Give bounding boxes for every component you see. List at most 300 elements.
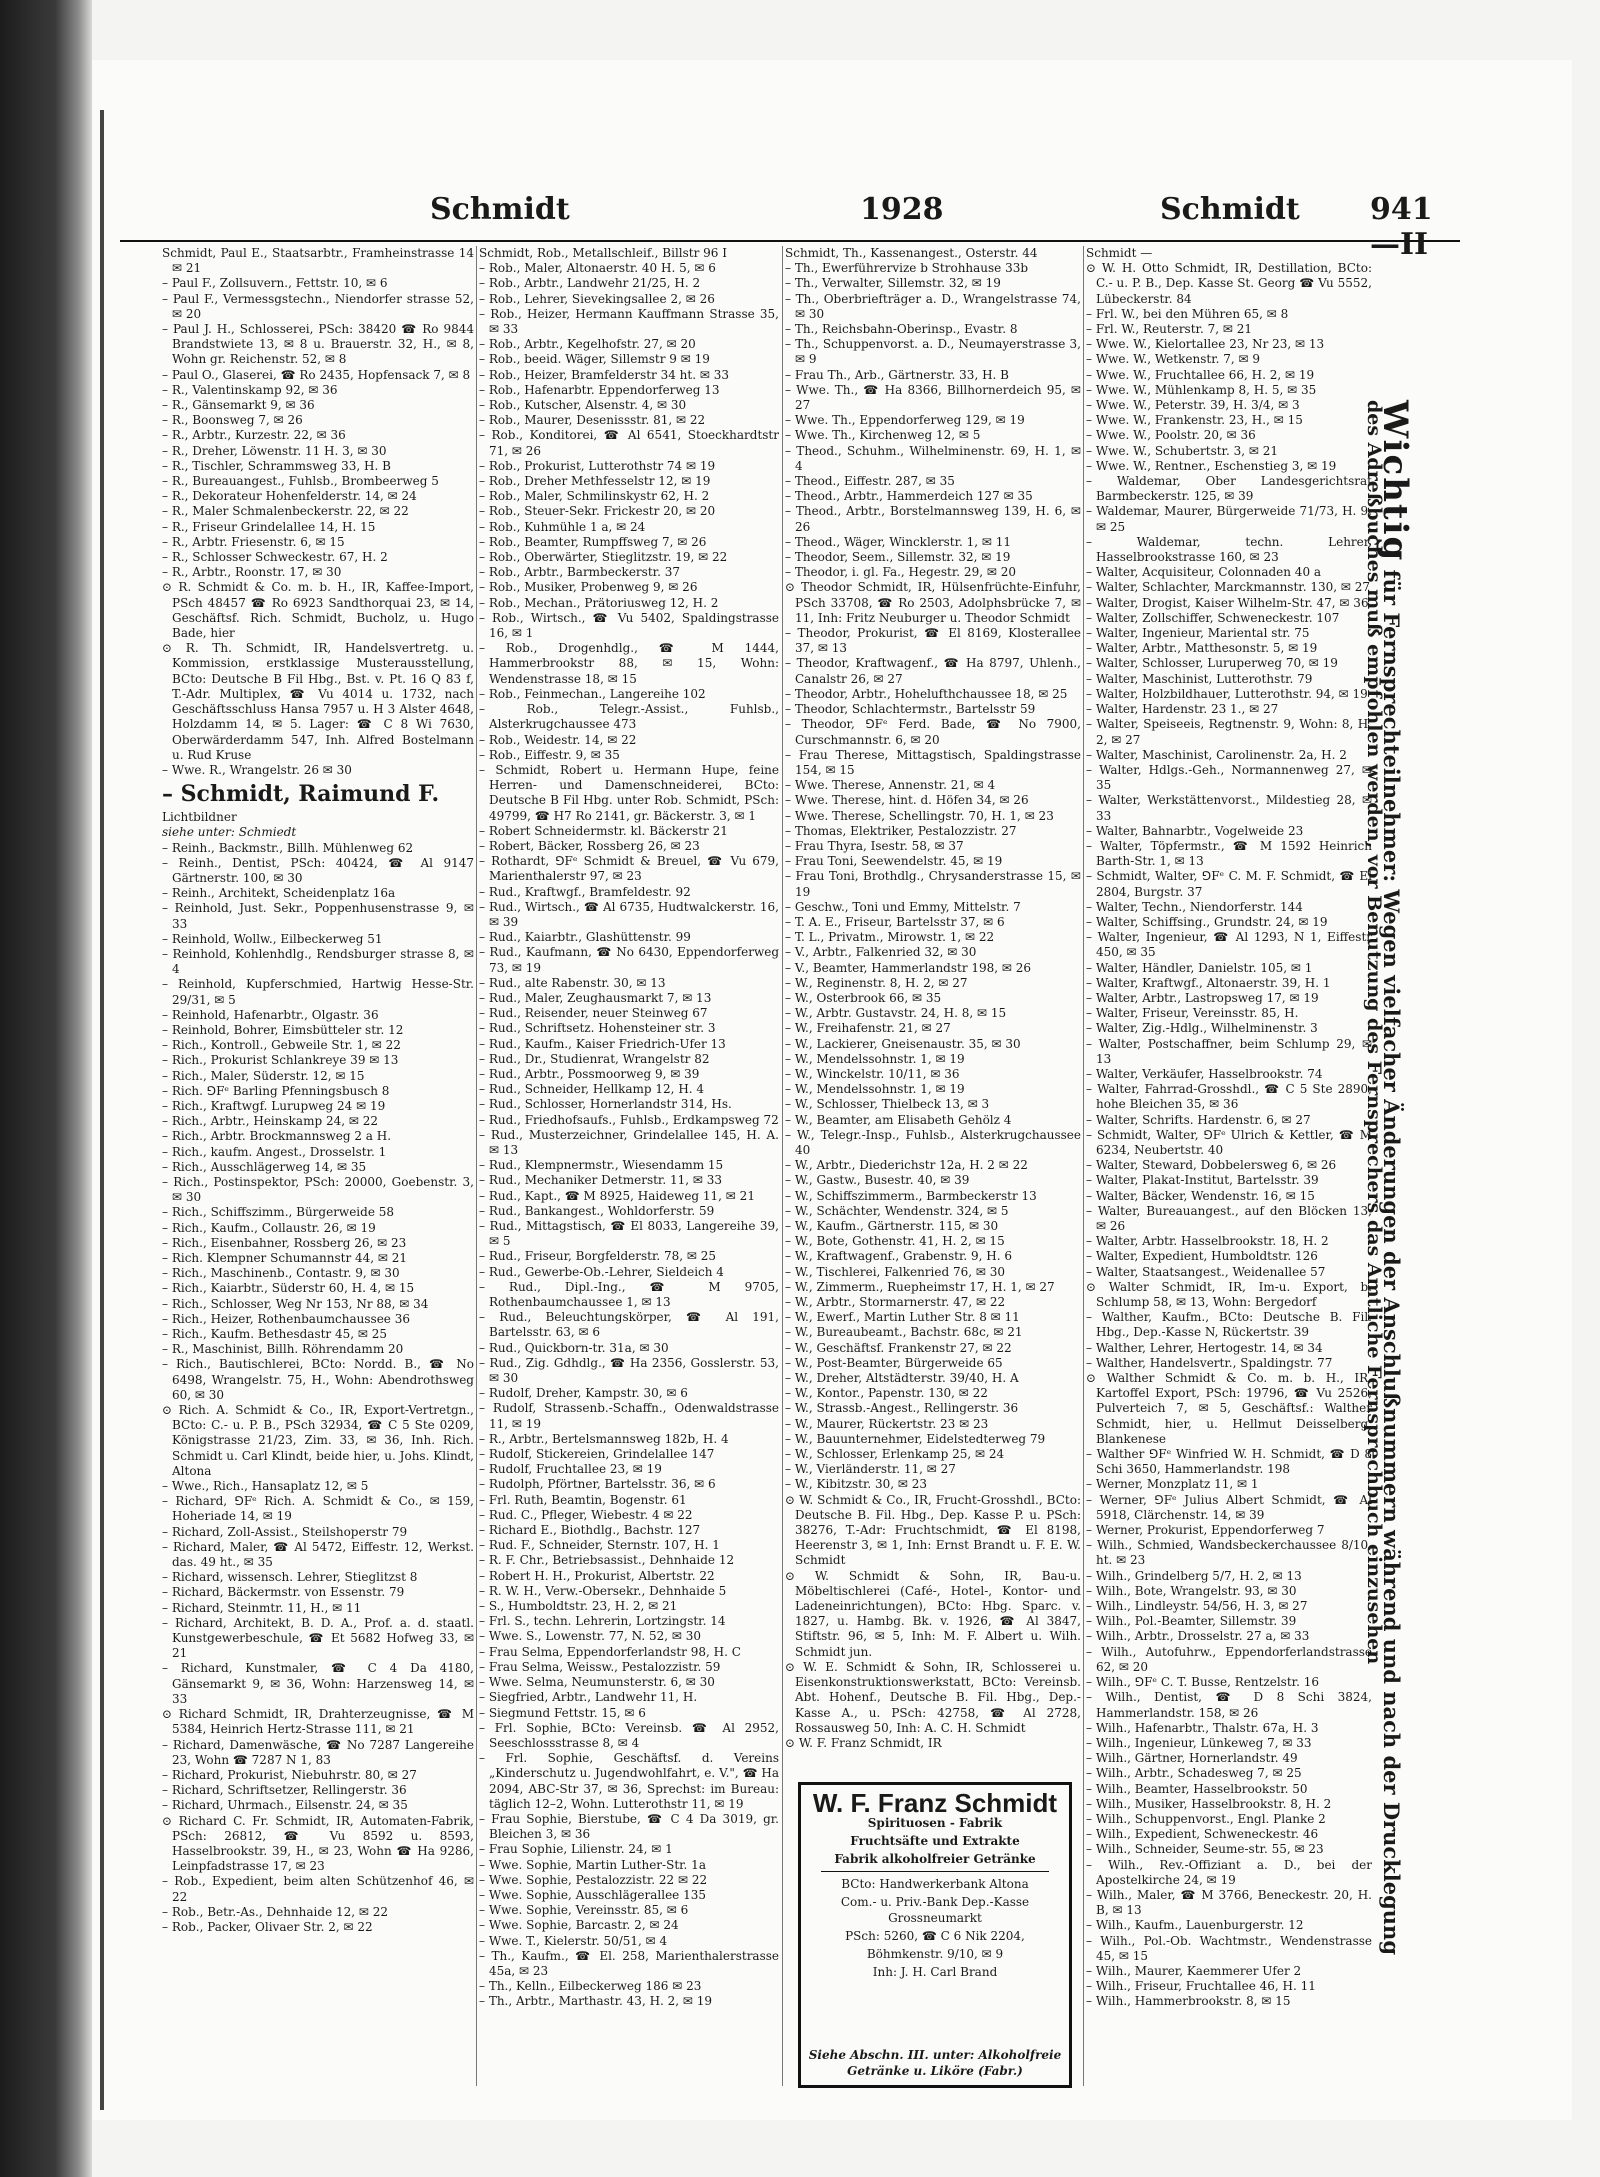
directory-entry: – Theodor, Prokurist, ☎ El 8169, Klosterallee 37, ✉ 13 [785,626,1081,656]
directory-entry: – Rud. F., Schneider, Sternstr. 107, H. 1 [479,1538,720,1553]
directory-entry: – T. A. E., Friseur, Bartelsstr 37, ✉ 6 [785,914,1005,929]
directory-entry: – Th., Verwalter, Sillemstr. 32, ✉ 19 [785,276,1001,291]
directory-entry: – Richard, Uhrmach., Eilsenstr. 24, ✉ 35 [162,1798,408,1813]
directory-column-4 [1086,246,1372,2086]
directory-entry: – Wwe. W., Peterstr. 39, H. 3/4, ✉ 3 [1086,398,1300,413]
directory-entry: ⊙ Richard C. Fr. Schmidt, IR, Automaten-Fabrik, PSch: 26812, ☎ Vu 8592 u. 8593, Hasselbrookstr. 39, H., ✉ 23, Wohn ☎ Ha 9286, Leinpfadstrasse 17, ✉ 23 [162,1813,474,1874]
directory-entry: – Richard, Architekt, B. D. A., Prof. a. d. staatl. Kunstgewerbeschule, ☎ Et 5682 Hofweg 33, ✉ 21 [162,1615,474,1661]
directory-entry: – Walter, Schrifts. Hardenstr. 6, ✉ 27 [1086,1112,1311,1127]
directory-entry: – Rob., Maler, Schmilinskystr 62, H. 2 [479,489,710,504]
column-divider [476,246,477,2086]
directory-entry: – Frau Therese, Mittagstisch, Spaldingstrasse 154, ✉ 15 [785,747,1081,777]
directory-entry: – W., Osterbrook 66, ✉ 35 [785,990,942,1005]
directory-entry: – Walter, Drogist, Kaiser Wilhelm-Str. 47, ✉ 36 [1086,595,1369,610]
directory-entry: – Walter, Ingenieur, ☎ Al 1293, N 1, Eiffestr 450, ✉ 35 [1086,930,1372,960]
directory-entry: – Frl. W., bei den Mühren 65, ✉ 8 [1086,306,1289,321]
directory-entry: – R., Boonsweg 7, ✉ 26 [162,413,303,428]
directory-entry: – Rich., kaufm. Angest., Drosselstr. 1 [162,1144,387,1159]
directory-entry: – Th., Kaufm., ☎ El. 258, Marienthalerstrasse 45a, ✉ 23 [479,1948,779,1978]
directory-entry: – Wwe. W., Schubertstr. 3, ✉ 21 [1086,443,1278,458]
directory-column-2 [479,246,779,2086]
directory-entry: – Walter, Staatsangest., Weidenallee 57 [1086,1264,1326,1279]
directory-entry: – Theod., Arbtr., Borstelmannsweg 139, H. 6, ✉ 26 [785,504,1081,534]
book-binding [0,0,92,2177]
directory-entry: – Frau Sophie, Bierstube, ☎ C 4 Da 3019, gr. Bleichen 3, ✉ 36 [479,1811,779,1842]
directory-entry: – S., Humboldtstr. 23, H. 2, ✉ 21 [479,1599,678,1614]
directory-entry: – Walter, Techn., Niendorferstr. 144 [1086,899,1303,914]
header-right-name: Schmidt [1160,192,1300,227]
directory-entry: – Rob., Hafenarbtr. Eppendorferweg 13 [479,382,720,397]
directory-entry: – Walter, Expedient, Humboldtstr. 126 [1086,1249,1318,1264]
directory-entry: – Wilh., Lindleystr. 54/56, H. 3, ✉ 27 [1086,1599,1308,1614]
directory-entry: – Rich., Kaufm. Bethesdastr 45, ✉ 25 [162,1327,388,1342]
directory-entry: ⊙ W. H. Otto Schmidt, IR, Destillation, BCto: C.- u. P. B., Dep. Kasse St. Georg ☎ Vu 5552, Lübeckerstr. 84 [1086,261,1372,306]
ad-line: Fruchtsäfte und Extrakte [850,1834,1020,1848]
directory-entry: – Reinhold, Just. Sekr., Poppenhusenstrasse 9, ✉ 33 [162,901,474,931]
directory-entry: – W., Strassb.-Angest., Rellingerstr. 36 [785,1401,1019,1416]
directory-entry: – Rob., Kuhmühle 1 a, ✉ 24 [479,519,646,534]
directory-entry: – R., Arbtr., Bertelsmannsweg 182b, H. 4 [479,1431,729,1446]
directory-entry: – Paul F., Vermessgstechn., Niendorfer strasse 52, ✉ 20 [162,291,474,321]
directory-entry: – Theod., Wäger, Wincklerstr. 1, ✉ 11 [785,534,1012,549]
directory-entry: – Wilh., ⅁Fᵉ C. T. Busse, Rentzelstr. 16 [1086,1675,1319,1690]
side-notice-text [1363,400,1415,1956]
advertisement-box [798,1782,1072,2088]
directory-entry: – W., Zimmerm., Ruepheimstr 17, H. 1, ✉ 27 [785,1279,1055,1294]
header-left-name: Schmidt [430,192,570,227]
directory-entry: – Rud., Maler, Zeughausmarkt 7, ✉ 13 [479,990,712,1005]
directory-entry: – Theod., Arbtr., Hammerdeich 127 ✉ 35 [785,489,1033,504]
directory-entry: – Rob., Oberwärter, Stieglitzstr. 19, ✉ 22 [479,550,728,565]
directory-entry: – Walther, Handelsvertr., Spaldingstr. 77 [1086,1355,1333,1370]
directory-entry: – Rich., Prokurist Schlankreye 39 ✉ 13 [162,1053,399,1068]
directory-entry: – Rud., Arbtr., Possmoorweg 9, ✉ 39 [479,1066,700,1081]
directory-entry: – Rob., Dreher Methfesselstr 12, ✉ 19 [479,474,711,489]
column-divider [1083,246,1084,2086]
directory-entry: – Th., Ewerführervize b Strohhause 33b [785,261,1029,276]
directory-entry: – W., Schlosser, Erlenkamp 25, ✉ 24 [785,1447,1005,1462]
directory-entry: – Rud., Mittagstisch, ☎ El 8033, Langereihe 39, ✉ 5 [479,1219,779,1249]
directory-entry: – Wilh., Maler, ☎ M 3766, Beneckestr. 20, H. B, ✉ 13 [1086,1887,1372,1918]
column-divider [782,246,783,2086]
directory-entry: – W., Reginenstr. 8, H. 2, ✉ 27 [785,975,968,990]
directory-entry: – Theodor, Kraftwagenf., ☎ Ha 8797, Uhlenh., Canalstr 26, ✉ 27 [785,656,1081,686]
directory-entry: – Wilh., Kaufm., Lauenburgerstr. 12 [1086,1918,1304,1933]
directory-entry: – Rud., Gewerbe-Ob.-Lehrer, Sieldeich 4 [479,1264,724,1279]
directory-entry: – Walter, Maschinist, Lutterothstr. 79 [1086,671,1313,686]
directory-entry: – W., Geschäftsf. Frankenstr 27, ✉ 22 [785,1340,1012,1355]
directory-entry: – Rud., Kaiarbtr., Glashüttenstr. 99 [479,930,691,945]
directory-entry: ⊙ Walter Schmidt, IR, Im-u. Export, b. Schlump 58, ✉ 13, Wohn: Bergedorf [1086,1279,1372,1310]
directory-entry: – Rud., Schlosser, Hornerlandstr 314, Hs. [479,1097,732,1112]
directory-entry: ⊙ W. F. Franz Schmidt, IR [785,1735,942,1750]
directory-entry: – Thomas, Elektriker, Pestalozzistr. 27 [785,823,1017,838]
directory-entry: – Wilh., Gärtner, Hornerlandstr. 49 [1086,1751,1298,1766]
directory-entry: – Schmidt, Walter, ⅁Fᵉ Ulrich & Kettler, ☎ M 6234, Neubertstr. 40 [1086,1127,1372,1157]
directory-entry: – Walther, Kaufm., BCto: Deutsche B. Fil. Hbg., Dep.-Kasse N, Rückertstr. 39 [1086,1310,1372,1340]
directory-entry: – Walter, Arbtr. Hasselbrookstr. 18, H. 2 [1086,1234,1329,1249]
directory-entry: – Reinh., Architekt, Scheidenplatz 16a [162,886,396,901]
directory-entry: – Wwe. Sophie, Martin Luther-Str. 1a [479,1857,706,1872]
directory-entry: – W., Kontor., Papenstr. 130, ✉ 22 [785,1386,988,1401]
directory-entry: – Walther ⅁Fᵉ Winfried W. H. Schmidt, ☎ D 8 Schi 3650, Hammerlandstr. 198 [1086,1447,1372,1477]
directory-entry: – W., Ewerf., Martin Luther Str. 8 ✉ 11 [785,1310,1020,1325]
directory-entry: – Paul O., Glaserei, ☎ Ro 2435, Hopfensack 7, ✉ 8 [162,367,471,382]
directory-entry: – Wilh., Friseur, Fruchtallee 46, H. 11 [1086,1979,1316,1994]
directory-entry: – Th., Kelln., Eilbeckerweg 186 ✉ 23 [479,1979,702,1994]
directory-entry: – R., Gänsemarkt 9, ✉ 36 [162,398,315,413]
directory-entry: – Rud., Friedhofsaufs., Fuhlsb., Erdkampsweg 72 [479,1112,779,1127]
directory-entry: – Rich., Maschinenb., Contastr. 9, ✉ 30 [162,1266,400,1281]
directory-entry: – Robert Schneidermstr. kl. Bäckerstr 21 [479,823,728,838]
directory-entry: – Wwe. W., Wetkenstr. 7, ✉ 9 [1086,352,1261,367]
directory-entry: – W., Bote, Gothenstr. 41, H. 2, ✉ 15 [785,1234,1005,1249]
directory-entry: – R., Maschinist, Billh. Röhrendamm 20 [162,1342,404,1357]
directory-entry: – Frl. Ruth, Beamtin, Bogenstr. 61 [479,1492,687,1507]
directory-entry: – Walter, Steward, Dobbelersweg 6, ✉ 26 [1086,1158,1337,1173]
header-page-number: 941—II [1370,192,1433,262]
directory-entry: – Frl. Sophie, BCto: Vereinsb. ☎ Al 2952, Seeschlossstrasse 8, ✉ 4 [479,1720,779,1750]
directory-entry: – Frau Toni, Seewendelstr. 45, ✉ 19 [785,854,1003,869]
directory-entry: – Wilh., Schmied, Wandsbeckerchaussee 8/10, ht. ✉ 23 [1086,1538,1372,1568]
directory-entry: – Wilh., Schuppenvorst., Engl. Planke 2 [1086,1811,1326,1826]
ad-line: BCto: Handwerkerbank Altona [841,1877,1029,1891]
directory-entry: – Rich., Bautischlerei, BCto: Nordd. B., ☎ No 6498, Wrangelstr. 75, H., Wohn: Abendrothsweg 60, ✉ 30 [162,1357,474,1402]
directory-entry: – Wilh., Autofuhrw., Eppendorferlandstrasse 62, ✉ 20 [1086,1644,1372,1674]
directory-entry: – Richard E., Biothdlg., Bachstr. 127 [479,1523,701,1538]
directory-entry: – Rob., Drogenhdlg., ☎ M 1444, Hammerbrookstr 88, ✉ 15, Wohn: Wendenstrasse 18, ✉ 15 [479,641,779,686]
header-year: 1928 [860,192,944,227]
directory-entry: – Walter, Schlachter, Marckmannstr. 130, ✉ 27 [1086,580,1371,595]
ad-title: W. F. Franz Schmidt [812,1788,1058,1818]
directory-entry: – Reinhold, Hafenarbtr., Olgastr. 36 [162,1007,379,1022]
directory-entry: – Schmidt, Robert u. Hermann Hupe, feine Herren- und Damenschneiderei, BCto: Deutsche B Fil Hbg. unter Rob. Schmidt, PSch: 49799, ☎ H7 Ro 2141, gr. Bäckerstr. 3, ✉ 1 [479,762,779,823]
directory-entry: – R., Friseur Grindelallee 14, H. 15 [162,519,376,534]
directory-entry: – Schmidt, Walter, ⅁Fᵉ C. M. F. Schmidt, ☎ El 2804, Burgstr. 37 [1086,869,1372,899]
directory-entry: – Wilh., Dentist, ☎ D 8 Schi 3824, Hammerlandstr. 158, ✉ 26 [1086,1690,1372,1720]
directory-entry: – Walter, Hdlgs.-Geh., Normannenweg 27, ✉ 35 [1086,762,1372,793]
side-notice-line-2: des Adreßbuches muß empfohlen werden, vor Benutzung des Fernsprechers das Amtliche Fernsprechbuch einzusehen [1363,400,1385,1665]
side-notice-word: Wichtig [1375,400,1415,563]
directory-entry: – W., Gastw., Busestr. 40, ✉ 39 [785,1173,970,1188]
directory-entry: – Richard, Bäckermstr. von Essenstr. 79 [162,1585,405,1600]
directory-entry: – Wwe. R., Wrangelstr. 26 ✉ 30 [162,762,352,777]
directory-entry: – Walter, Holzbildhauer, Lutterothstr. 94, ✉ 19 [1086,686,1368,701]
directory-entry: – Rich., Ausschlägerweg 14, ✉ 35 [162,1159,367,1174]
directory-entry: – W., Telegr.-Insp., Fuhlsb., Alsterkrugchaussee 40 [785,1127,1081,1157]
directory-entry: – Rud., Zig. Gdhdlg., ☎ Ha 2356, Gosslerstr. 53, ✉ 30 [479,1355,779,1386]
directory-entry: – Rob., Feinmechan., Langereihe 102 [479,686,706,701]
directory-entry: – Theodor, ⅁Fᵉ Ferd. Bade, ☎ No 7900, Curschmannstr. 6, ✉ 20 [785,717,1081,747]
directory-entry: – Walter, Postschaffner, beim Schlump 29, ✉ 13 [1086,1036,1372,1066]
directory-entry: – Wilh., Arbtr., Drosselstr. 27 a, ✉ 33 [1086,1629,1310,1644]
directory-entry: – W., Tischlerei, Falkenried 76, ✉ 30 [785,1264,1006,1279]
directory-entry: – Rob., Weidestr. 14, ✉ 22 [479,732,637,747]
directory-entry: – Walter, Plakat-Institut, Bartelsstr. 39 [1086,1173,1319,1188]
directory-entry: – Robert H. H., Prokurist, Albertstr. 22 [479,1568,715,1583]
directory-entry: – Frau Thyra, Isestr. 58, ✉ 37 [785,838,964,853]
directory-entry: – Walter, Bureauangest., auf den Blöcken 13, ✉ 26 [1086,1203,1372,1233]
directory-entry: – Rob., Arbtr., Landwehr 21/25, H. 2 [479,276,701,291]
directory-entry: – Rich., Eisenbahner, Rossberg 26, ✉ 23 [162,1235,407,1250]
directory-entry: – Siegmund Fettstr. 15, ✉ 6 [479,1705,646,1720]
directory-entry: – Rud., Schriftsetz. Hohensteiner str. 3 [479,1021,716,1036]
directory-entry: – Rudolf, Strassenb.-Schaffn., Odenwaldstrasse 11, ✉ 19 [479,1401,779,1431]
directory-entry: – Rob., Maler, Altonaerstr. 40 H. 5, ✉ 6 [479,261,716,276]
directory-entry: ⊙ Rich. A. Schmidt & Co., IR, Export-Vertretgn., BCto: C.- u. P. B., PSch 32934, ☎ C 5 Ste 0209, Königstrasse 21/23, Zim. 33, ✉ 36, Inh. Rich. Schmidt u. Carl Klindt, beide hier, u. Johs. Klindt, Altona [162,1403,474,1478]
directory-entry: – Wilh., Ingenieur, Lünkeweg 7, ✉ 33 [1086,1735,1312,1750]
directory-entry: – Rich., Postinspektor, PSch: 20000, Goebenstr. 3, ✉ 30 [162,1174,474,1205]
directory-entry: – V., Arbtr., Falkenried 32, ✉ 30 [785,945,977,960]
directory-entry: – Waldemar, techn. Lehrer, Hasselbrookstrasse 160, ✉ 23 [1086,534,1372,565]
directory-entry: – Walter, Werkstättenvorst., Mildestieg 28, ✉ 33 [1086,793,1372,823]
directory-entry: – Th., Schuppenvorst. a. D., Neumayerstrasse 3, ✉ 9 [785,337,1081,367]
directory-entry: – Wwe. Therese, Annenstr. 21, ✉ 4 [785,778,996,793]
directory-entry: – Rich., Schlosser, Weg Nr 153, Nr 88, ✉ 34 [162,1296,429,1311]
directory-entry: – Rich., Heizer, Rothenbaumchaussee 36 [162,1311,410,1326]
directory-entry: – Rudolf, Fruchtallee 23, ✉ 19 [479,1462,662,1477]
directory-entry: – Walter, Fahrrad-Grosshdl., ☎ C 5 Ste 2890, hohe Bleichen 35, ✉ 36 [1086,1082,1372,1112]
directory-entry: – Frau Toni, Brothdlg., Chrysanderstrasse 15, ✉ 19 [785,869,1081,899]
directory-entry: – Rich., Arbtr. Brockmannsweg 2 a H. [162,1129,392,1144]
directory-entry: – Rothardt, ⅁Fᵉ Schmidt & Breuel, ☎ Vu 679, Marienthalerstr 97, ✉ 23 [479,854,779,884]
directory-entry: – W., Beamter, am Elisabeth Gehölz 4 [785,1112,1012,1127]
directory-entry: – Wilh., Musiker, Hasselbrookstr. 8, H. 2 [1086,1796,1332,1811]
directory-entry: – Rich., Maler, Süderstr. 12, ✉ 15 [162,1068,365,1083]
directory-entry: – Walter, Schiffsing., Grundstr. 24, ✉ 19 [1086,914,1328,929]
directory-entry: – Wwe. Sophie, Barcastr. 2, ✉ 24 [479,1918,679,1933]
directory-entry: – Wwe. Therese, hint. d. Höfen 34, ✉ 26 [785,793,1029,808]
directory-entry: – Rud., Kraftwgf., Bramfeldestr. 92 [479,884,691,899]
directory-entry: – Walter, Zig.-Hdlg., Wilhelminenstr. 3 [1086,1021,1318,1036]
directory-entry: – Walter, Bäcker, Wendenstr. 16, ✉ 15 [1086,1188,1315,1203]
directory-entry: – Rob., Prokurist, Lutterothstr 74 ✉ 19 [479,458,716,473]
directory-entry: – W., Kraftwagenf., Grabenstr. 9, H. 6 [785,1249,1013,1264]
directory-entry: – Walter, Arbtr., Matthesonstr. 5, ✉ 19 [1086,641,1318,656]
directory-entry: – Rob., Eiffestr. 9, ✉ 35 [479,747,620,762]
directory-entry: – Paul F., Zollsuvern., Fettstr. 10, ✉ 6 [162,276,388,291]
directory-entry: – Rich., Kraftwgf. Lurupweg 24 ✉ 19 [162,1098,386,1113]
directory-entry: – Walter, Friseur, Vereinsstr. 85, H. [1086,1006,1299,1021]
directory-entry: – Wilh., Rev.-Offiziant a. D., bei der Apostelkirche 24, ✉ 19 [1086,1857,1372,1887]
directory-entry: – Rud., Bankangest., Wohldorferstr. 59 [479,1203,715,1218]
directory-entry: – Theodor, Schlachtermstr., Bartelsstr 59 [785,702,1036,717]
directory-entry: – Wilh., Grindelberg 5/7, H. 2, ✉ 13 [1086,1568,1302,1583]
directory-entry: Lichtbildner [162,810,237,825]
directory-entry: – W., Dreher, Altstädterstr. 39/40, H. A [785,1371,1019,1386]
directory-entry: – W., Maurer, Rückertstr. 23 ✉ 23 [785,1416,989,1431]
directory-entry: – W., Kaufm., Gärtnerstr. 115, ✉ 30 [785,1219,999,1233]
side-notice-line-1: für Fernsprechteilnehmer: Wegen vielfacher Änderungen der Anschlußnummern während und nach der Drucklegung [1379,569,1404,1956]
directory-entry: – Wwe. Sophie, Pestalozzistr. 22 ✉ 22 [479,1872,708,1887]
directory-entry: – Frau Selma, Weissw., Pestalozzistr. 59 [479,1659,721,1674]
directory-entry: – Richard, wissensch. Lehrer, Stieglitzst 8 [162,1570,418,1585]
directory-entry: – Geschw., Toni und Emmy, Mittelstr. 7 [785,899,1021,914]
directory-entry: – Rud., Klempnermstr., Wiesendamm 15 [479,1158,724,1173]
directory-entry: – Rob., Arbtr., Barmbeckerstr. 37 [479,565,680,580]
directory-entry: – R., Dekorateur Hohenfelderstr. 14, ✉ 24 [162,489,417,504]
directory-entry: – Reinh., Dentist, PSch: 40424, ☎ Al 9147 Gärtnerstr. 100, ✉ 30 [162,855,474,885]
directory-entry: – Th., Reichsbahn-Oberinsp., Evastr. 8 [785,322,1018,337]
directory-entry: – Wwe. T., Kielerstr. 50/51, ✉ 4 [479,1933,668,1948]
directory-entry: – Rud., Mechaniker Detmerstr. 11, ✉ 33 [479,1173,723,1188]
directory-entry: – Rich. ⅁Fᵉ Barling Pfenningsbusch 8 [162,1083,390,1098]
directory-entry: – Wwe. Th., Kirchenweg 12, ✉ 5 [785,428,981,443]
directory-entry: – T. L., Privatm., Mirowstr. 1, ✉ 22 [785,930,995,945]
directory-entry: – W., Mendelssohnstr. 1, ✉ 19 [785,1051,965,1066]
directory-entry: – Walter, Speiseeis, Regtnenstr. 9, Wohn: 8, H. 2, ✉ 27 [1086,717,1372,747]
directory-entry: – Rud., Beleuchtungskörper, ☎ Al 191, Bartelsstr. 63, ✉ 6 [479,1310,779,1340]
directory-entry: – Rud., Schneider, Hellkamp 12, H. 4 [479,1082,705,1097]
directory-entry: – Werner, Monzplatz 11, ✉ 1 [1086,1477,1259,1492]
directory-entry: – Rob., Telegr.-Assist., Fuhlsb., Alsterkrugchaussee 473 [479,702,779,732]
directory-entry: – Wilh., Bote, Wrangelstr. 93, ✉ 30 [1086,1583,1297,1598]
directory-entry: – Rudolf, Stickereien, Grindelallee 147 [479,1447,715,1462]
directory-entry: – Wilh., Hammerbrookstr. 8, ✉ 15 [1086,1994,1291,2009]
ad-line: PSch: 5260, ☎ C 6 Nik 2204, [845,1929,1025,1943]
directory-entry: – Walter, Kraftwgf., Altonaerstr. 39, H. 1 [1086,975,1331,990]
directory-entry: – Richard, Steinmtr. 11, H., ✉ 11 [162,1600,362,1615]
directory-entry: – W., Arbtr., Stormarnerstr. 47, ✉ 22 [785,1295,1006,1310]
directory-entry: – Richard, Kunstmaler, ☎ C 4 Da 4180, Gänsemarkt 9, ✉ 36, Wohn: Harzensweg 14, ✉ 33 [162,1661,474,1706]
directory-entry: – Rudolf, Dreher, Kampstr. 30, ✉ 6 [479,1386,688,1401]
directory-entry: – Rob., Wirtsch., ☎ Vu 5402, Spaldingstrasse 16, ✉ 1 [479,610,779,641]
directory-entry: – Walter, Verkäufer, Hasselbrookstr. 74 [1086,1066,1323,1081]
directory-entry: – Wwe. Sophie, Vereinsstr. 85, ✉ 6 [479,1903,689,1918]
page-edge [100,110,104,2110]
directory-entry: – Reinhold, Kohlenhdlg., Rendsburger strasse 8, ✉ 4 [162,946,474,977]
directory-entry: – Frl. S., techn. Lehrerin, Lortzingstr. 14 [479,1614,726,1629]
directory-entry: – Werner, Prokurist, Eppendorferweg 7 [1086,1523,1325,1538]
directory-entry: – Theod., Schuhm., Wilhelminenstr. 69, H. 1, ✉ 4 [785,443,1081,473]
directory-entry: – Richard, Zoll-Assist., Steilshoperstr 79 [162,1524,408,1539]
directory-entry: – W., Vierländerstr. 11, ✉ 27 [785,1462,956,1477]
directory-entry: – Walter, Hardenstr. 23 1., ✉ 27 [1086,702,1279,717]
directory-entry: – Rob., Mechan., Prätoriusweg 12, H. 2 [479,595,719,610]
directory-entry: – Rob., Arbtr., Kegelhofstr. 27, ✉ 20 [479,337,696,352]
directory-entry: – W., Mendelssohnstr. 1, ✉ 19 [785,1082,965,1097]
directory-entry: – Wwe. Therese, Schellingstr. 70, H. 1, ✉ 23 [785,808,1054,823]
directory-entry: – Rob., Konditorei, ☎ Al 6541, Stoeckhardtstr 71, ✉ 26 [479,428,779,458]
directory-entry: ⊙ W. E. Schmidt & Sohn, IR, Schlosserei u. Eisenkonstruktionswerkstatt, BCto: Vereinsb. Abt. Hohenf., Deutsche B. Fil. Hbg., Dep.-Kasse A., u. PSch: 42758, ☎ Al 2728, Rossausweg 50, Inh: A. C. H. Schmidt [785,1659,1081,1735]
directory-entry: – Frau Sophie, Lilienstr. 24, ✉ 1 [479,1842,673,1857]
directory-entry: – Wwe. W., Mühlenkamp 8, H. 5, ✉ 35 [1086,382,1317,397]
directory-entry: Schmidt, Paul E., Staatsarbtr., Framheinstrasse 14 ✉ 21 [162,246,474,276]
directory-entry: – Reinhold, Wollw., Eilbeckerweg 51 [162,931,383,946]
directory-entry: – R., Tischler, Schrammsweg 33, H. B [162,458,391,473]
directory-entry: ⊙ Richard Schmidt, IR, Drahterzeugnisse, ☎ M 5384, Heinrich Hertz-Strasse 111, ✉ 21 [162,1707,474,1737]
directory-entry: – Rob., Packer, Olivaer Str. 2, ✉ 22 [162,1919,373,1934]
directory-entry: – V., Beamter, Hammerlandstr 198, ✉ 26 [785,960,1032,975]
directory-entry: – Rich. Klempner Schumannstr 44, ✉ 21 [162,1251,408,1265]
directory-entry: – Rich., Kaiarbtr., Süderstr 60, H. 4, ✉ 15 [162,1281,415,1296]
directory-entry: – Wilh., Hafenarbtr., Thalstr. 67a, H. 3 [1086,1720,1319,1735]
directory-entry: – Wwe. W., Poolstr. 20, ✉ 36 [1086,428,1256,443]
directory-entry: – R., Valentinskamp 92, ✉ 36 [162,382,338,397]
directory-entry: – R., Dreher, Löwenstr. 11 H. 3, ✉ 30 [162,443,387,458]
directory-entry: – Wwe. W., Fruchtallee 66, H. 2, ✉ 19 [1086,367,1315,382]
directory-entry: – Werner, ⅁Fᵉ Julius Albert Schmidt, ☎ Al 5918, Clärchenstr. 14, ✉ 39 [1086,1492,1372,1522]
directory-entry: – Walther, Lehrer, Hertogestr. 14, ✉ 34 [1086,1340,1323,1355]
directory-entry: – R., Arbtr., Kurzestr. 22, ✉ 36 [162,428,346,443]
directory-entry: Schmidt, Th., Kassenangest., Osterstr. 44 [785,246,1038,260]
directory-entry: – Rud., Kapt., ☎ M 8925, Haideweg 11, ✉ 21 [479,1188,755,1203]
directory-entry: – Wwe. W., Frankenstr. 23, H., ✉ 15 [1086,413,1303,428]
directory-entry: ⊙ Walther Schmidt & Co. m. b. H., IR, Kartoffel Export, PSch: 19796, ☎ Vu 2526, Pulverteich 7, ✉ 5, Geschäftsf.: Walther Schmidt, hier, u. Hellmut Deisselberg, Blankenese [1086,1371,1372,1446]
directory-entry: Schmidt — [1086,246,1153,260]
directory-entry: – Richard, Damenwäsche, ☎ No 7287 Langereihe 23, Wohn ☎ 7287 N 1, 83 [162,1737,474,1767]
directory-entry: – Th., Oberbriefträger a. D., Wrangelstrasse 74, ✉ 30 [785,291,1081,321]
directory-entry: – Rud., Kaufmann, ☎ No 6430, Eppendorferweg 73, ✉ 19 [479,945,779,975]
directory-entry: – Rich., Kaufm., Collaustr. 26, ✉ 19 [162,1220,376,1235]
directory-entry: – Rud., Quickborn-tr. 31a, ✉ 30 [479,1340,669,1355]
directory-entry: ⊙ W. Schmidt & Co., IR, Frucht-Grosshdl., BCto: Deutsche B. Fil. Hbg., Dep. Kasse P. u. PSch: 38276, T.-Adr: Fruchtschmidt, ☎ El 8198, Heerenstr 3, ✉ 1, Inh: Ernst Brandt u. F. E. W. Schmidt [785,1492,1081,1568]
directory-entry: – W., Schiffszimmerm., Barmbeckerstr 13 [785,1188,1037,1203]
directory-entry: – Walter, Maschinist, Carolinenstr. 2a, H. 2 [1086,747,1347,762]
directory-entry: – Wwe., Rich., Hansaplatz 12, ✉ 5 [162,1479,369,1494]
directory-entry: – Frau Th., Arb., Gärtnerstr. 33, H. B [785,367,1009,382]
ad-line: Spirituosen - Fabrik [867,1816,1003,1830]
side-notice [1363,400,1425,2000]
directory-entry: – Th., Arbtr., Marthastr. 43, H. 2, ✉ 19 [479,1994,713,2009]
directory-entry: – W., Freihafenstr. 21, ✉ 27 [785,1021,951,1036]
directory-entry: – W., Lackierer, Gneisenaustr. 35, ✉ 30 [785,1036,1021,1051]
ad-divider [821,1871,1049,1872]
directory-entry: – Rob., Betr.-As., Dehnhaide 12, ✉ 22 [162,1904,389,1919]
directory-entry: – Waldemar, Maurer, Bürgerweide 71/73, H. 9, ✉ 25 [1086,504,1372,534]
directory-entry: – Walter, Bahnarbtr., Vogelweide 23 [1086,823,1304,838]
directory-entry: – Walter, Ingenieur, Mariental str. 75 [1086,626,1310,641]
directory-entry: – Rich., Arbtr., Heinskamp 24, ✉ 22 [162,1114,378,1129]
directory-entry: – Wwe. Th., ☎ Ha 8366, Billhornerdeich 95, ✉ 27 [785,382,1081,413]
directory-entry: – Rob., beeid. Wäger, Sillemstr 9 ✉ 19 [479,352,710,367]
directory-entry: – Richard, ⅁Fᵉ Rich. A. Schmidt & Co., ✉ 159, Hoheriade 14, ✉ 19 [162,1494,474,1524]
directory-entry: – R., Maler Schmalenbeckerstr. 22, ✉ 22 [162,504,409,519]
directory-entry: – Rob., Kutscher, Alsenstr. 4, ✉ 30 [479,398,687,413]
directory-entry: – R. W. H., Verw.-Obersekr., Dehnhaide 5 [479,1583,727,1598]
directory-entry: – W., Arbtr. Gustavstr. 24, H. 8, ✉ 15 [785,1006,1007,1021]
directory-entry: – W., Post-Beamter, Bürgerweide 65 [785,1355,1003,1370]
directory-entry: – W., Kibitzstr. 30, ✉ 23 [785,1477,928,1492]
directory-entry: – Walter, Schlosser, Luruperweg 70, ✉ 19 [1086,656,1338,671]
directory-entry: – Reinhold, Kupferschmied, Hartwig Hesse-Str. 29/31, ✉ 5 [162,977,474,1007]
directory-entry: – Rud. C., Pfleger, Wiebestr. 4 ✉ 22 [479,1507,693,1522]
directory-entry: – Walter, Acquisiteur, Colonnaden 40 a [1086,565,1322,580]
directory-entry: – Waldemar, Ober Landesgerichtsrat Barmbeckerstr. 125, ✉ 39 [1086,474,1372,504]
directory-entry: – Frl. Sophie, Geschäftsf. d. Vereins „Kinderschutz u. Jugendwohlfahrt, e. V.", ☎ Ha 2094, ABC-Str 37, ✉ 36, Sprechst: im Bureau: täglich 12–2, Wohn. Lutterothstr 11, ✉ 19 [479,1751,779,1811]
directory-entry: – R., Schlosser Schweckestr. 67, H. 2 [162,550,388,565]
directory-entry: – Rud., Dr., Studienrat, Wrangelstr 82 [479,1051,710,1066]
directory-entry: – Rud., Reisender, neuer Steinweg 67 [479,1006,708,1021]
directory-entry: – Rud., Musterzeichner, Grindelallee 145, H. A. ✉ 13 [479,1127,779,1157]
directory-entry: – Wilh., Expedient, Schweneckestr. 46 [1086,1827,1319,1842]
directory-entry: ⊙ W. Schmidt & Sohn, IR, Bau-u. Möbeltischlerei (Café-, Hotel-, Kontor- und Ladeneinrichtungen), BCto: Hbg. Sparc. v. 1827, u. Hambg. Bk. v. 1926, ☎ Al 3847, Stiftstr. 96, ✉ 5, Inh: M. F. Albert u. Wilh. Schmidt jun. [785,1568,1081,1659]
directory-entry: – Siegfried, Arbtr., Landwehr 11, H. [479,1690,698,1705]
directory-entry: – Richard, Schriftsetzer, Rellingerstr. 36 [162,1783,407,1798]
directory-entry: – Rob., Expedient, beim alten Schützenhof 46, ✉ 22 [162,1874,474,1904]
directory-entry: siehe unter: Schmiedt [162,825,297,840]
directory-entry: – Richard, Maler, ☎ Al 5472, Eiffestr. 12, Werkst. das. 49 ht., ✉ 35 [162,1539,474,1570]
directory-entry: – Rudolph, Pförtner, Bartelsstr. 36, ✉ 6 [479,1477,716,1492]
directory-entry: – Paul J. H., Schlosserei, PSch: 38420 ☎ Ro 9844 Brandstwiete 13, ✉ 8 u. Brauerstr. 32, H., ✉ 8, Wohn gr. Reichenstr. 52, ✉ 8 [162,322,474,367]
directory-entry: Schmidt, Rob., Metallschleif., Billstr 96 I [479,246,727,260]
directory-entry: – Rob., Lehrer, Sievekingsallee 2, ✉ 26 [479,291,715,306]
directory-entry: – Rud., Dipl.-Ing., ☎ M 9705, Rothenbaumchaussee 1, ✉ 13 [479,1279,779,1310]
directory-entry: – Rich., Schiffszimm., Bürgerweide 58 [162,1205,395,1220]
directory-entry: – W., Arbtr., Diederichstr 12a, H. 2 ✉ 22 [785,1158,1028,1173]
directory-entry: – Rud., Kaufm., Kaiser Friedrich-Ufer 13 [479,1036,726,1051]
directory-entry: – Walter, Zollschiffer, Schweneckestr. 107 [1086,610,1340,625]
